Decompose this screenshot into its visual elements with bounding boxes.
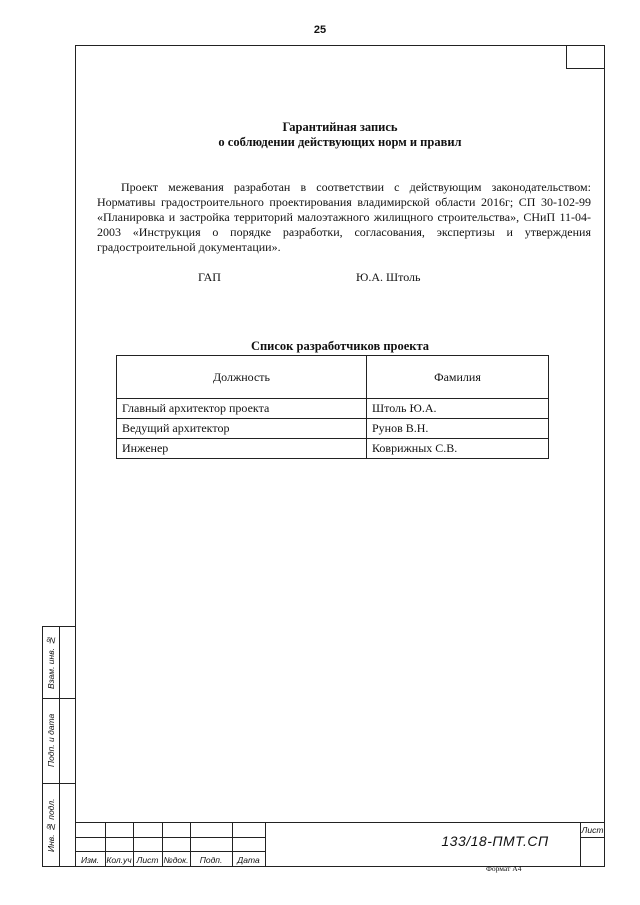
cell-surname: Рунов В.Н.	[367, 419, 549, 439]
heading-line-2: о соблюдении действующих норм и правил	[218, 135, 462, 149]
label-change: Изм.	[80, 855, 100, 865]
sheet-corner-box	[566, 45, 605, 69]
compliance-paragraph: Проект межевания разработан в соответствии с действующим законодательством: Нормативы градостроительного проектирования владимирской области 2016г; СП 30-102-99 «Планировка и застройка территорий малоэтажного жилищного строительства», СНиП 11-04-2003 «Инструкция о порядке разработки, согласования, экспертизы и утверждения градостроительной документации».	[97, 180, 591, 254]
table-row	[117, 419, 549, 439]
page-number: 25	[313, 24, 327, 36]
developers-title: Список разработчиков проекта	[250, 339, 430, 353]
label-date: Дата	[237, 855, 260, 865]
developers-table	[116, 355, 549, 459]
cell-position: Инженер	[117, 439, 367, 459]
side-stamp	[42, 626, 75, 867]
cell-position: Ведущий архитектор	[117, 419, 367, 439]
side-label-replacement: Взам. инв. №	[46, 635, 56, 690]
heading-line-1: Гарантийная запись	[282, 120, 398, 134]
label-count: Кол.уч	[106, 855, 132, 865]
side-label-signature-date: Подп. и дата	[46, 713, 56, 768]
cell-surname: Штоль Ю.А.	[367, 399, 549, 419]
header-surname: Фамилия	[367, 356, 549, 399]
header-position: Должность	[117, 356, 367, 399]
cell-position: Главный архитектор проекта	[117, 399, 367, 419]
sheet-label: Лист	[581, 825, 604, 835]
label-sheet: Лист	[136, 855, 159, 865]
table-header-row	[117, 356, 549, 399]
paper-format: Формат А4	[486, 864, 522, 873]
title-block	[75, 822, 605, 867]
side-label-inventory: Инв. № подл.	[46, 798, 56, 853]
table-row	[117, 439, 549, 459]
label-doc-number: №док.	[163, 855, 189, 865]
document-code: 133/18-ПМТ.СП	[441, 833, 549, 849]
table-row	[117, 399, 549, 419]
signature-role: ГАП	[198, 270, 221, 284]
cell-surname: Коврижных С.В.	[367, 439, 549, 459]
label-signature: Подп.	[199, 855, 223, 865]
signature-name: Ю.А. Штоль	[356, 270, 421, 284]
